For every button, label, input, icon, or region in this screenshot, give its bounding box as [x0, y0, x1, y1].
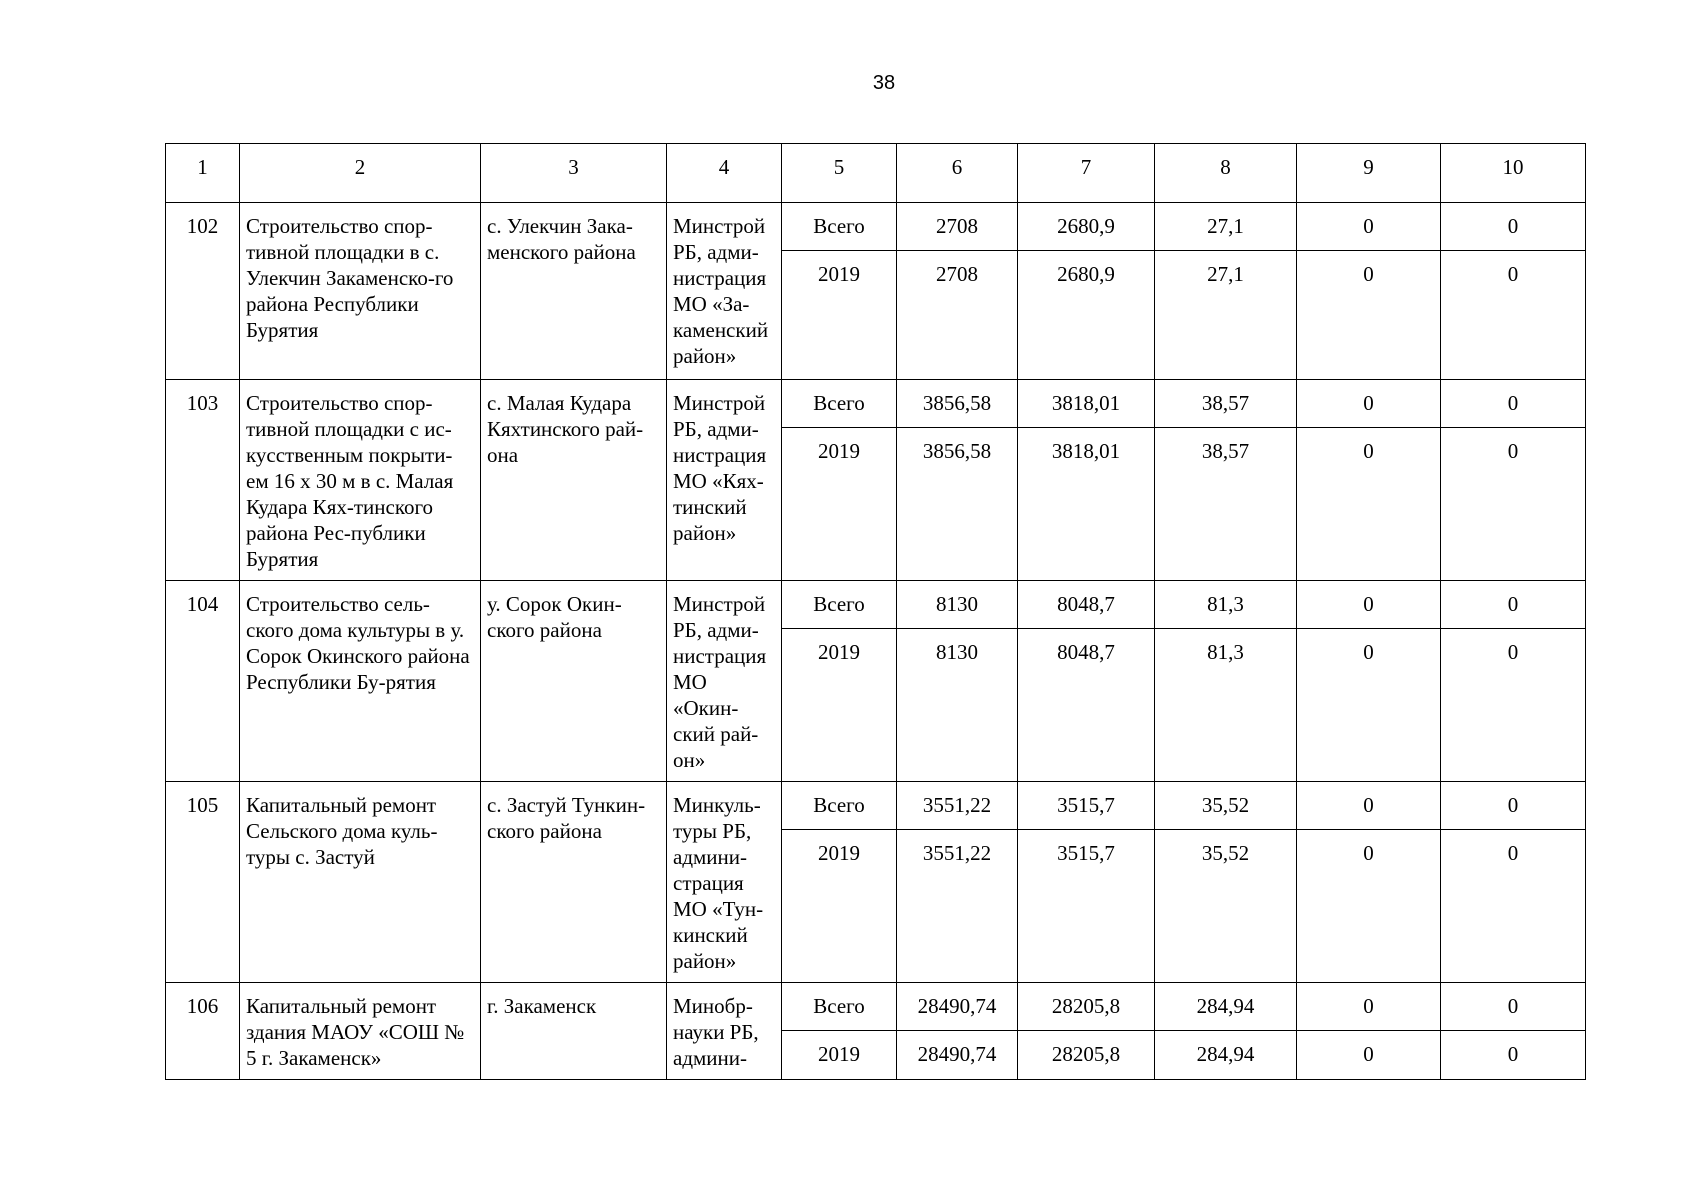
value-cell: 0 [1297, 203, 1441, 251]
value-cell: 0 [1297, 428, 1441, 581]
row-number: 106 [166, 983, 240, 1080]
value-cell: 28490,74 [897, 1031, 1018, 1080]
period-cell: Всего [782, 782, 897, 830]
value-cell: 2680,9 [1018, 203, 1155, 251]
value-cell: 8048,7 [1018, 581, 1155, 629]
period-cell: 2019 [782, 830, 897, 983]
value-cell: 0 [1441, 983, 1586, 1031]
period-cell: Всего [782, 983, 897, 1031]
value-cell: 3856,58 [897, 428, 1018, 581]
object-name: Строительство сель-ского дома культуры в у. Сорок Окинского района Республики Бу-рятия [240, 581, 481, 782]
object-name: Капитальный ремонт здания МАОУ «СОШ № 5 г. Закаменск» [240, 983, 481, 1080]
value-cell: 0 [1441, 428, 1586, 581]
value-cell: 0 [1297, 581, 1441, 629]
value-cell: 35,52 [1155, 830, 1297, 983]
object-location: у. Сорок Окин-ского района [481, 581, 667, 782]
value-cell: 2680,9 [1018, 251, 1155, 380]
value-cell: 2708 [897, 251, 1018, 380]
period-cell: 2019 [782, 428, 897, 581]
table-row [166, 581, 1586, 629]
value-cell: 3856,58 [897, 380, 1018, 428]
header-cell: 4 [667, 144, 782, 203]
responsible-org: Минкуль-туры РБ, админи-страция МО «Тун-кинский район» [667, 782, 782, 983]
row-number: 103 [166, 380, 240, 581]
header-cell: 6 [897, 144, 1018, 203]
value-cell: 3818,01 [1018, 380, 1155, 428]
period-cell: Всего [782, 581, 897, 629]
value-cell: 0 [1441, 251, 1586, 380]
value-cell: 0 [1297, 782, 1441, 830]
value-cell: 3515,7 [1018, 830, 1155, 983]
row-number: 104 [166, 581, 240, 782]
table-row [166, 782, 1586, 830]
header-cell: 1 [166, 144, 240, 203]
period-cell: 2019 [782, 629, 897, 782]
responsible-org: Минобр-науки РБ, админи- [667, 983, 782, 1080]
value-cell: 28205,8 [1018, 1031, 1155, 1080]
value-cell: 8130 [897, 629, 1018, 782]
value-cell: 0 [1297, 251, 1441, 380]
page-number: 38 [872, 72, 896, 94]
value-cell: 0 [1297, 1031, 1441, 1080]
header-cell: 7 [1018, 144, 1155, 203]
value-cell: 0 [1441, 782, 1586, 830]
value-cell: 28490,74 [897, 983, 1018, 1031]
responsible-org: Минстрой РБ, адми-нистрация МО «Кях-тинский район» [667, 380, 782, 581]
object-name: Строительство спор-тивной площадки в с. Улекчин Закаменско-го района Республики Бурятия [240, 203, 481, 380]
period-cell: Всего [782, 203, 897, 251]
value-cell: 0 [1441, 581, 1586, 629]
object-location: г. Закаменск [481, 983, 667, 1080]
object-location: с. Улекчин Зака-менского района [481, 203, 667, 380]
period-cell: 2019 [782, 251, 897, 380]
object-location: с. Малая Кудара Кяхтинского рай-она [481, 380, 667, 581]
value-cell: 28205,8 [1018, 983, 1155, 1031]
period-cell: Всего [782, 380, 897, 428]
value-cell: 27,1 [1155, 251, 1297, 380]
value-cell: 8048,7 [1018, 629, 1155, 782]
value-cell: 0 [1441, 629, 1586, 782]
value-cell: 35,52 [1155, 782, 1297, 830]
header-cell: 8 [1155, 144, 1297, 203]
header-cell: 3 [481, 144, 667, 203]
row-number: 105 [166, 782, 240, 983]
value-cell: 284,94 [1155, 1031, 1297, 1080]
value-cell: 3551,22 [897, 782, 1018, 830]
table-row [166, 983, 1586, 1031]
value-cell: 3515,7 [1018, 782, 1155, 830]
object-location: с. Застуй Тункин-ского района [481, 782, 667, 983]
value-cell: 38,57 [1155, 428, 1297, 581]
header-cell: 5 [782, 144, 897, 203]
table-row [166, 380, 1586, 428]
period-cell: 2019 [782, 1031, 897, 1080]
object-name: Строительство спор-тивной площадки с ис-кусственным покрыти-ем 16 х 30 м в с. Малая Кудара Кях-тинского района Рес-публики Бурятия [240, 380, 481, 581]
value-cell: 81,3 [1155, 581, 1297, 629]
data-table [165, 143, 1586, 1080]
value-cell: 0 [1297, 830, 1441, 983]
value-cell: 0 [1441, 380, 1586, 428]
value-cell: 0 [1441, 203, 1586, 251]
header-cell: 10 [1441, 144, 1586, 203]
responsible-org: Минстрой РБ, адми-нистрация МО «Окин-ский рай-он» [667, 581, 782, 782]
value-cell: 0 [1297, 983, 1441, 1031]
value-cell: 0 [1441, 1031, 1586, 1080]
header-cell: 9 [1297, 144, 1441, 203]
table-row [166, 203, 1586, 251]
value-cell: 0 [1297, 629, 1441, 782]
value-cell: 3551,22 [897, 830, 1018, 983]
value-cell: 284,94 [1155, 983, 1297, 1031]
header-row [166, 144, 1586, 203]
value-cell: 2708 [897, 203, 1018, 251]
value-cell: 3818,01 [1018, 428, 1155, 581]
value-cell: 38,57 [1155, 380, 1297, 428]
header-cell: 2 [240, 144, 481, 203]
value-cell: 81,3 [1155, 629, 1297, 782]
object-name: Капитальный ремонт Сельского дома куль-туры с. Застуй [240, 782, 481, 983]
value-cell: 27,1 [1155, 203, 1297, 251]
value-cell: 0 [1297, 380, 1441, 428]
value-cell: 8130 [897, 581, 1018, 629]
row-number: 102 [166, 203, 240, 380]
value-cell: 0 [1441, 830, 1586, 983]
responsible-org: Минстрой РБ, адми-нистрация МО «За-каменский район» [667, 203, 782, 380]
